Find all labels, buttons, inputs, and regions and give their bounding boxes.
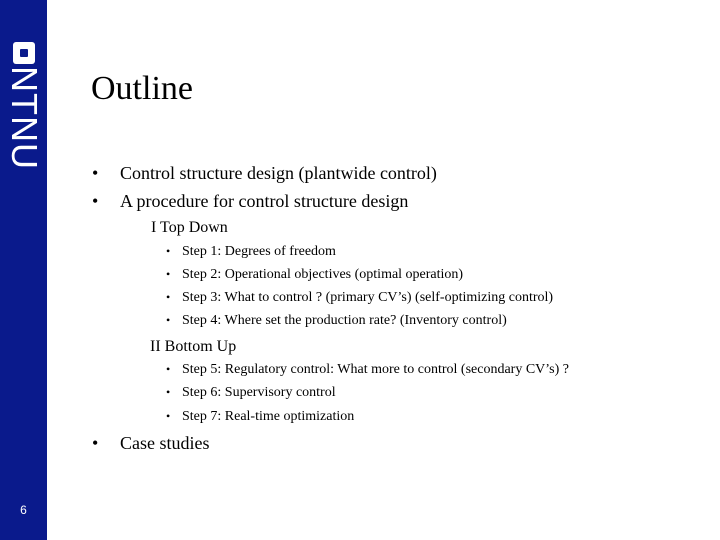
bullet-text: Control structure design (plantwide control) xyxy=(120,163,437,183)
step-item xyxy=(166,313,507,329)
bullet-icon: • xyxy=(166,362,171,376)
step-item xyxy=(166,385,336,401)
bullet-text: Case studies xyxy=(120,433,210,453)
step-text: Step 3: What to control ? (primary CV’s) (self-optimizing control) xyxy=(182,290,554,305)
step-item xyxy=(166,244,336,260)
sidebar xyxy=(0,0,47,540)
step-text: Step 2: Operational objectives (optimal operation) xyxy=(182,267,464,282)
step-text: Step 5: Regulatory control: What more to control (secondary CV’s) ? xyxy=(182,362,569,377)
bullet-item xyxy=(92,433,210,454)
bullet-text: A procedure for control structure design xyxy=(120,191,409,211)
bullet-icon: • xyxy=(92,433,99,453)
bullet-icon: • xyxy=(166,267,171,281)
step-text: Step 4: Where set the production rate? (Inventory control) xyxy=(182,313,507,328)
bullet-icon: • xyxy=(166,385,171,399)
bullet-item xyxy=(92,191,408,212)
step-item xyxy=(166,267,463,283)
section-label-bottom-up: II Bottom Up xyxy=(150,338,237,355)
step-text: Step 7: Real-time optimization xyxy=(182,409,355,424)
bullet-icon: • xyxy=(92,191,99,211)
step-item xyxy=(166,409,354,425)
bullet-item xyxy=(92,163,437,184)
logo-text: NTNU xyxy=(4,66,45,170)
bullet-icon: • xyxy=(166,409,171,423)
ntnu-logo-icon xyxy=(13,42,35,64)
bullet-icon: • xyxy=(166,244,171,258)
step-item xyxy=(166,290,553,306)
step-text: Step 6: Supervisory control xyxy=(182,385,336,400)
section-label-top-down: I Top Down xyxy=(151,219,228,236)
step-item xyxy=(166,362,569,378)
bullet-icon: • xyxy=(166,313,171,327)
bullet-icon: • xyxy=(166,290,171,304)
slide-title: Outline xyxy=(91,70,193,107)
step-text: Step 1: Degrees of freedom xyxy=(182,244,336,259)
bullet-icon: • xyxy=(92,163,99,183)
page-number: 6 xyxy=(20,503,27,517)
